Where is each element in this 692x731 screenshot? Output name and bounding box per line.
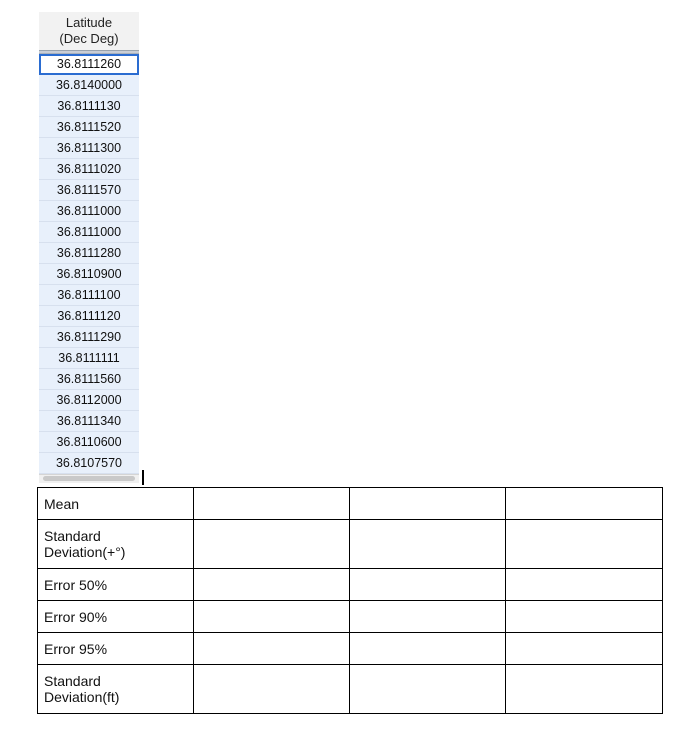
table-row-error-95 (38, 633, 663, 665)
table-cell[interactable] (506, 488, 663, 520)
cell-row-19[interactable]: 36.8110600 (39, 432, 139, 453)
row-label[interactable] (38, 488, 194, 520)
table-cell[interactable] (506, 601, 663, 633)
cell-row-11[interactable]: 36.8110900 (39, 264, 139, 285)
table-cell[interactable] (350, 520, 506, 569)
row-label[interactable] (38, 665, 194, 714)
row-label-text: Mean (44, 495, 80, 512)
horizontal-scrollbar[interactable] (39, 474, 139, 483)
table-row-error-50 (38, 569, 663, 601)
cell-list (39, 54, 139, 474)
table-cell[interactable] (194, 520, 350, 569)
table-cell[interactable] (194, 601, 350, 633)
cell-row-20[interactable]: 36.8107570 (39, 453, 139, 474)
cell-row-6[interactable]: 36.8111020 (39, 159, 139, 180)
table-cell[interactable] (350, 665, 506, 714)
cell-row-7[interactable]: 36.8111570 (39, 180, 139, 201)
cell-row-2[interactable]: 36.8140000 (39, 75, 139, 96)
cell-row-10[interactable]: 36.8111280 (39, 243, 139, 264)
cell-row-4[interactable]: 36.8111520 (39, 117, 139, 138)
cell-row-13[interactable]: 36.8111120 (39, 306, 139, 327)
cell-row-14[interactable]: 36.8111290 (39, 327, 139, 348)
cell-row-8[interactable]: 36.8111000 (39, 201, 139, 222)
row-label-line2: Deviation(+°) (44, 544, 126, 560)
row-label[interactable] (38, 601, 194, 633)
table-cell[interactable] (350, 633, 506, 665)
row-label-text: Error 50% (44, 576, 108, 593)
column-header-line1: Latitude (65, 15, 113, 30)
cell-row-3[interactable]: 36.8111130 (39, 96, 139, 117)
table-row-standard-deviation-deg (38, 520, 663, 569)
table-row-mean (38, 488, 663, 520)
column-header-line2: (Dec Deg) (59, 31, 119, 46)
table-row-error-90 (38, 601, 663, 633)
table-cell[interactable] (194, 665, 350, 714)
cell-row-16[interactable]: 36.8111560 (39, 369, 139, 390)
table-cell[interactable] (194, 633, 350, 665)
table-cell[interactable] (506, 665, 663, 714)
row-label[interactable] (38, 633, 194, 665)
cell-row-17[interactable]: 36.8112000 (39, 390, 139, 411)
table-cell[interactable] (194, 488, 350, 520)
table-cell[interactable] (350, 601, 506, 633)
row-label-text: Error 95% (44, 640, 108, 657)
column-header-latitude[interactable] (39, 12, 139, 51)
cell-row-5[interactable]: 36.8111300 (39, 138, 139, 159)
cell-row-12[interactable]: 36.8111100 (39, 285, 139, 306)
scrollbar-thumb[interactable] (43, 476, 135, 481)
table-cell[interactable] (506, 633, 663, 665)
statistics-table (37, 487, 663, 714)
table-cell[interactable] (506, 569, 663, 601)
row-label-text: Error 90% (44, 608, 108, 625)
row-label[interactable] (38, 520, 194, 569)
row-label-line1: Standard (44, 528, 101, 544)
spreadsheet-column (39, 12, 139, 483)
cell-row-18[interactable]: 36.8111340 (39, 411, 139, 432)
cell-row-9[interactable]: 36.8111000 (39, 222, 139, 243)
table-row-standard-deviation-ft (38, 665, 663, 714)
row-label-line1: Standard (44, 673, 101, 689)
table-cell[interactable] (194, 569, 350, 601)
table-cell[interactable] (350, 569, 506, 601)
row-label-line2: Deviation(ft) (44, 689, 120, 705)
table-cell[interactable] (506, 520, 663, 569)
row-label[interactable] (38, 569, 194, 601)
cell-row-1[interactable]: 36.8111260 (39, 54, 139, 75)
text-cursor (142, 470, 144, 485)
cell-row-15[interactable]: 36.8111111 (39, 348, 139, 369)
table-cell[interactable] (350, 488, 506, 520)
